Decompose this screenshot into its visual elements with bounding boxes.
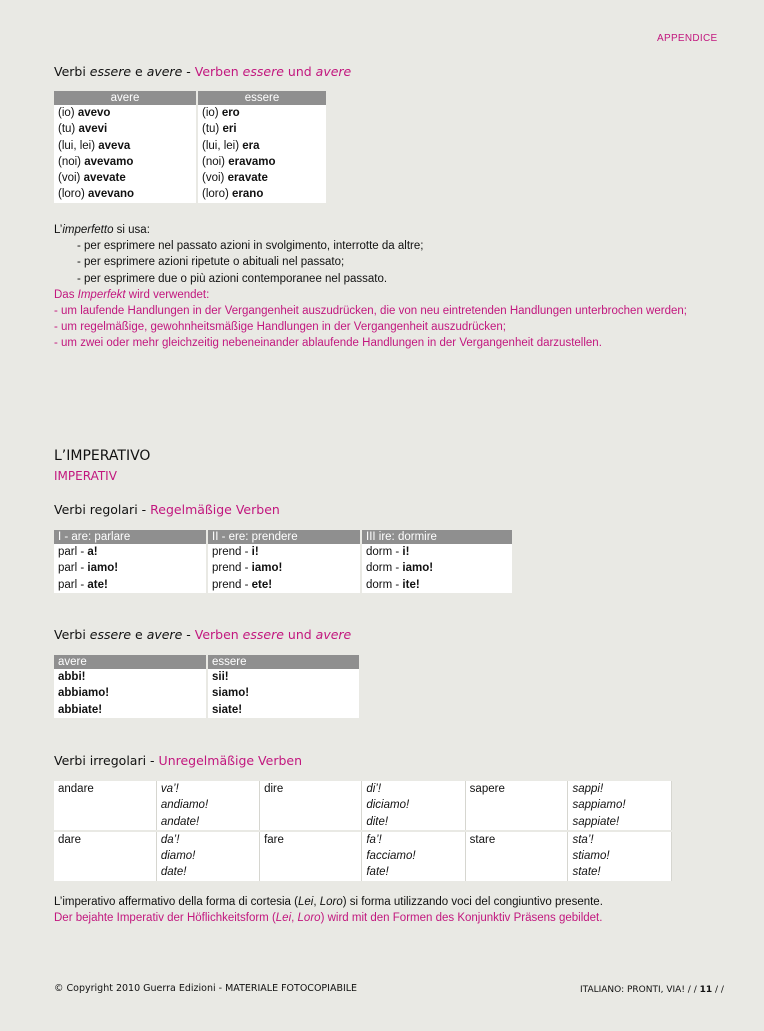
text: Loro	[297, 912, 321, 925]
imperative-form: state!	[572, 866, 601, 879]
cell-form: eravate	[227, 172, 268, 185]
title-text-de: und	[283, 627, 316, 642]
text: wird verwendet:	[125, 288, 210, 301]
title-text-de: und	[283, 64, 316, 79]
forms-cell	[362, 831, 465, 881]
column-header: I - are: parlare	[54, 530, 207, 544]
title-sep: -	[137, 502, 151, 517]
imperative-form: diamo!	[160, 850, 196, 863]
usage-item: - per esprimere azioni ripetute o abituali nel passato;	[77, 256, 345, 269]
cell-form: avevo	[77, 107, 111, 119]
title-text-de: Verben	[194, 627, 243, 642]
text: imperfetto	[62, 224, 114, 236]
cell-form: avevamo	[84, 155, 134, 168]
column-header: III ire: dormire	[361, 530, 512, 544]
table-cell	[54, 154, 197, 170]
table-row	[54, 121, 326, 137]
section-title-essere-avere	[54, 64, 351, 79]
cell-form: eravamo	[228, 155, 276, 168]
table-row	[54, 669, 359, 685]
verb-cell: fare	[260, 831, 362, 881]
cell-form: ete!	[251, 578, 273, 591]
table-cell	[361, 544, 512, 560]
page-number: 11	[699, 985, 713, 995]
imperative-form: diciamo!	[366, 799, 410, 812]
verb-cell: sapere	[465, 781, 568, 831]
title-text: e	[131, 627, 147, 642]
essere-avere-imperativo-table	[54, 655, 359, 718]
imperfetto-usage	[54, 222, 714, 352]
cell-prefix: (voi)	[202, 172, 228, 185]
cell-prefix: (io)	[58, 107, 78, 119]
cell-form: i!	[402, 546, 410, 558]
cell-form: iamo!	[251, 562, 283, 575]
table-cell	[54, 685, 207, 701]
verb-cell: stare	[465, 831, 568, 881]
footer-book	[580, 985, 724, 995]
imperfetto-table	[54, 91, 326, 203]
text: ,	[313, 896, 320, 908]
title-text: avere	[146, 627, 183, 642]
text: Imperfekt	[77, 288, 126, 301]
cell-form: abbi!	[58, 671, 86, 683]
cell-prefix: (loro)	[58, 188, 89, 201]
imperative-form: da’!	[160, 833, 180, 846]
title-text-de: avere	[315, 64, 352, 79]
regolari-table	[54, 530, 512, 593]
cell-prefix: parl -	[58, 578, 88, 591]
usage-intro-de	[54, 287, 714, 303]
imperativo-heading: L’IMPERATIVO	[54, 448, 151, 464]
table-row	[54, 105, 326, 121]
forms-cell	[362, 781, 465, 831]
column-header: II - ere: prendere	[207, 530, 361, 544]
usage-item-de: - um regelmäßige, gewohnheitsmäßige Handlungen in der Vergangenheit auszudrücken;	[54, 321, 506, 334]
table-cell	[197, 105, 326, 121]
cell-form: iamo!	[402, 562, 434, 575]
imperative-form: fa’!	[366, 833, 382, 846]
cell-prefix: parl -	[58, 546, 88, 558]
verb-cell: andare	[54, 781, 156, 831]
cell-form: aveva	[98, 139, 131, 152]
title-sep: -	[182, 627, 195, 642]
table-row	[54, 702, 359, 718]
column-header: avere	[54, 655, 207, 669]
cell-prefix: prend -	[212, 578, 252, 591]
text: L’imperativo affermativo della forma di cortesia (	[54, 896, 298, 908]
table-cell	[197, 121, 326, 137]
table-cell	[361, 560, 512, 576]
table-row	[54, 781, 672, 831]
text: L’	[54, 224, 63, 236]
cell-form: era	[242, 139, 260, 152]
table-row	[54, 138, 326, 154]
title-text-de: essere	[242, 627, 284, 642]
cell-prefix: prend -	[212, 562, 252, 575]
cell-form: avevi	[78, 123, 108, 136]
note-de	[54, 910, 734, 926]
column-header: avere	[54, 91, 197, 105]
table-cell	[54, 702, 207, 718]
table-row	[54, 577, 512, 593]
table-row	[54, 560, 512, 576]
imperative-form: sappi!	[572, 783, 604, 795]
text: Das	[54, 288, 78, 301]
imperative-form: va’!	[160, 783, 179, 795]
title-text: essere	[89, 627, 132, 642]
table-cell	[54, 105, 197, 121]
text: Loro	[319, 896, 343, 908]
cell-form: eri	[222, 123, 237, 136]
table-row	[54, 154, 326, 170]
cell-prefix: dorm -	[366, 562, 403, 575]
cell-form: a!	[87, 546, 98, 558]
table-cell	[197, 170, 326, 186]
table-row	[54, 186, 326, 202]
title-text-de: essere	[242, 64, 284, 79]
irregolari-table	[54, 781, 672, 881]
table-cell	[54, 186, 197, 202]
title-text: Verbi	[54, 64, 90, 79]
text: Der bejahte Imperativ der Höflichkeitsform (	[54, 912, 276, 925]
imperative-form: sta’!	[572, 833, 594, 846]
cell-prefix: (lui, lei)	[58, 139, 99, 152]
table-cell	[54, 560, 207, 576]
imperative-form: sappiamo!	[572, 799, 626, 812]
imperativo-subheading: IMPERATIV	[54, 469, 117, 483]
title-text: Verbi	[54, 627, 90, 642]
cell-prefix: dorm -	[366, 578, 403, 591]
table-cell	[54, 121, 197, 137]
cell-prefix: dorm -	[366, 546, 403, 558]
table-cell	[197, 154, 326, 170]
cell-prefix: parl -	[58, 562, 88, 575]
table-cell	[207, 702, 359, 718]
cell-prefix: (tu)	[202, 123, 223, 136]
table-row	[54, 170, 326, 186]
text: ,	[291, 912, 298, 925]
usage-item-de: - um laufende Handlungen in der Vergangenheit auszudrücken, die von neu eintretenden Handlungen unterbrochen werden;	[54, 305, 687, 318]
title-text-de: Verben	[194, 64, 243, 79]
imperative-form: andate!	[160, 815, 200, 828]
cell-form: ite!	[402, 578, 420, 591]
note-it	[54, 894, 734, 910]
text: ) si forma utilizzando voci del congiuntivo presente.	[342, 896, 603, 908]
section-title-regolari	[54, 502, 280, 517]
table-cell	[207, 669, 359, 685]
verb-cell: dare	[54, 831, 156, 881]
book-title: ITALIANO: PRONTI, VIA!	[580, 985, 685, 995]
cell-prefix: prend -	[212, 546, 252, 558]
table-cell	[54, 544, 207, 560]
cell-form: avevano	[88, 188, 135, 201]
column-header: essere	[197, 91, 326, 105]
text: Lei	[297, 896, 314, 908]
title-text: Verbi irregolari	[54, 753, 147, 768]
cell-prefix: (noi)	[202, 155, 229, 168]
title-sep: -	[146, 753, 159, 768]
forms-cell	[568, 781, 672, 831]
usage-item: - per esprimere nel passato azioni in svolgimento, interrotte da altre;	[77, 240, 424, 253]
title-text-de: Unregelmäßige Verben	[158, 753, 303, 768]
cell-prefix: (loro)	[202, 188, 233, 201]
cell-form: siate!	[212, 703, 243, 716]
title-text-de: avere	[315, 627, 352, 642]
text: si usa:	[113, 224, 150, 236]
cell-form: erano	[232, 188, 264, 201]
table-cell	[54, 577, 207, 593]
title-text: avere	[146, 64, 183, 79]
imperative-form: andiamo!	[160, 799, 209, 812]
text: Lei	[275, 912, 292, 925]
section-title-essere-avere-imperativo	[54, 627, 351, 642]
table-cell	[207, 544, 361, 560]
table-cell	[54, 669, 207, 685]
cortesia-note	[54, 894, 734, 926]
usage-item-de: - um zwei oder mehr gleichzeitig nebeneinander ablaufende Handlungen in der Vergangenheit darzustellen.	[54, 337, 602, 350]
title-text: e	[131, 64, 147, 79]
cell-form: i!	[251, 546, 259, 558]
cell-form: ero	[221, 107, 240, 119]
title-text: Verbi regolari	[54, 502, 138, 517]
forms-cell	[156, 781, 259, 831]
verb-cell: dire	[260, 781, 362, 831]
table-cell	[207, 577, 361, 593]
forms-cell	[568, 831, 672, 881]
table-cell	[197, 186, 326, 202]
cell-prefix: (voi)	[58, 172, 84, 185]
imperative-form: facciamo!	[366, 850, 416, 863]
table-row	[54, 544, 512, 560]
sep: / /	[712, 985, 724, 995]
table-cell	[54, 138, 197, 154]
footer-copyright: © Copyright 2010 Guerra Edizioni - MATERIALE FOTOCOPIABILE	[54, 983, 358, 994]
table-cell	[197, 138, 326, 154]
column-header: essere	[207, 655, 359, 669]
cell-prefix: (io)	[202, 107, 222, 119]
imperative-form: sappiate!	[572, 815, 620, 828]
appendix-label: APPENDICE	[657, 33, 718, 44]
table-cell	[54, 170, 197, 186]
imperative-form: date!	[160, 866, 187, 879]
table-row	[54, 685, 359, 701]
usage-intro	[54, 222, 714, 238]
title-text: essere	[89, 64, 132, 79]
title-text-de: Regelmäßige Verben	[150, 502, 280, 517]
cell-form: abbiamo!	[58, 687, 110, 700]
cell-form: sii!	[212, 671, 229, 683]
imperative-form: stiamo!	[572, 850, 610, 863]
table-cell	[361, 577, 512, 593]
cell-prefix: (lui, lei)	[202, 139, 243, 152]
cell-prefix: (tu)	[58, 123, 79, 136]
sep: / /	[684, 985, 700, 995]
cell-prefix: (noi)	[58, 155, 85, 168]
table-cell	[207, 685, 359, 701]
usage-item: - per esprimere due o più azioni contemporanee nel passato.	[77, 272, 388, 285]
cell-form: ate!	[87, 578, 108, 591]
cell-form: abbiate!	[58, 703, 103, 716]
imperative-form: di’!	[366, 783, 382, 795]
title-sep: -	[182, 64, 195, 79]
imperative-form: fate!	[366, 866, 389, 879]
text: ) wird mit den Formen des Konjunktiv Präsens gebildet.	[320, 912, 603, 925]
section-title-irregolari	[54, 753, 302, 768]
table-row	[54, 831, 672, 881]
forms-cell	[156, 831, 259, 881]
cell-form: iamo!	[87, 562, 119, 575]
imperative-form: dite!	[366, 815, 389, 828]
cell-form: siamo!	[212, 687, 250, 700]
cell-form: avevate	[83, 172, 126, 185]
table-cell	[207, 560, 361, 576]
